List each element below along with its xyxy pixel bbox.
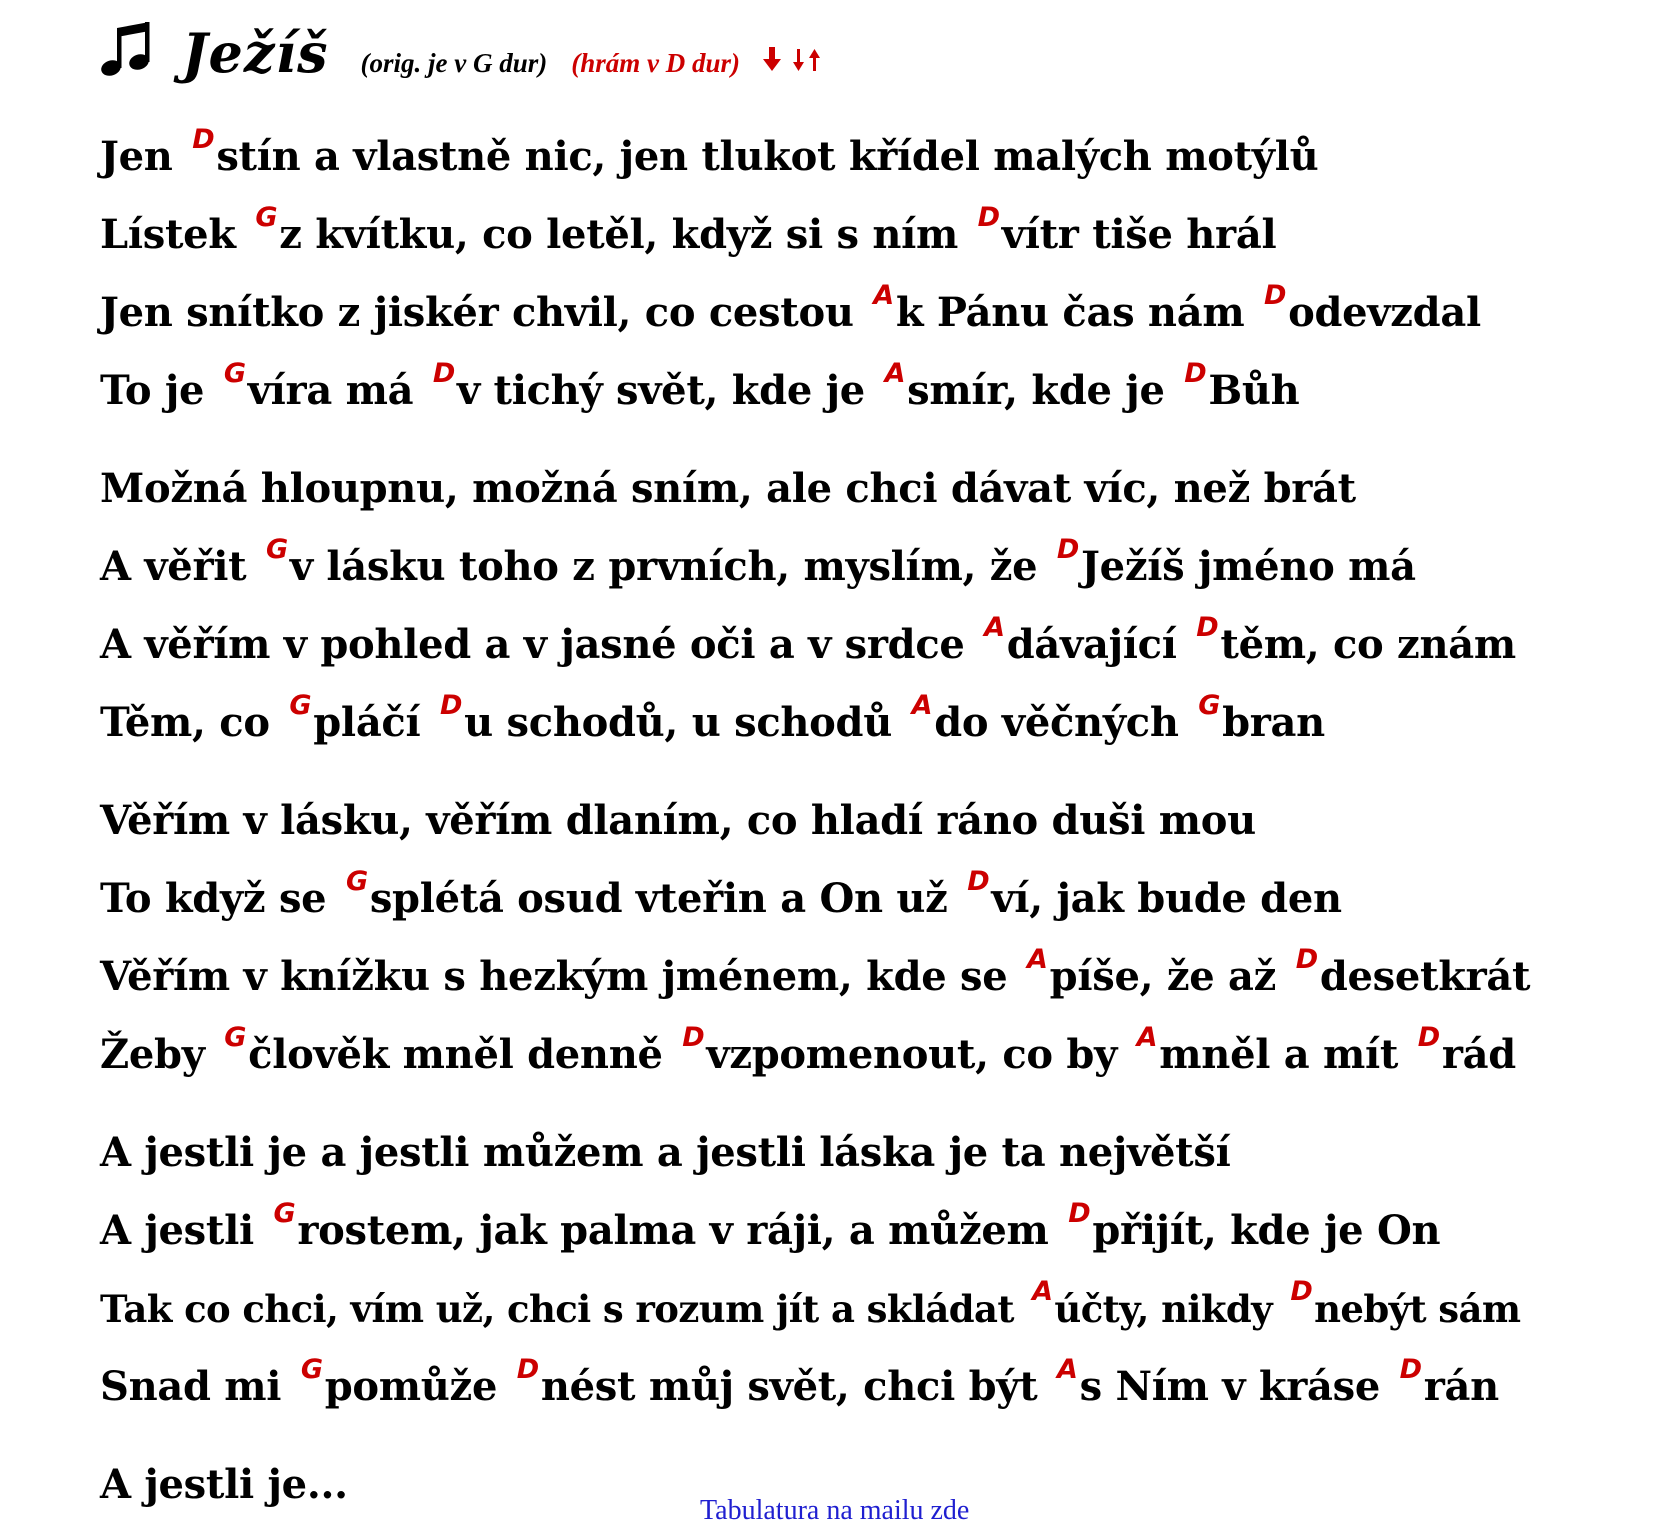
chord-label: D	[432, 358, 455, 389]
transpose-controls	[762, 46, 822, 76]
lyric-text: Možná hloupnu, možná sním, ale chci dávat víc, než brát	[100, 465, 1356, 512]
lyric-line	[100, 1270, 1640, 1348]
lyric-text: v tichý svět, kde je	[456, 367, 879, 414]
musical-note-icon	[100, 20, 152, 78]
chord-label: D	[516, 1354, 539, 1385]
lyric-line	[100, 352, 1640, 430]
lyric-text: dávající	[1006, 621, 1191, 668]
lyric-text: A věřit	[100, 543, 260, 590]
lyric-text: Věřím v lásku, věřím dlaním, co hladí ráno duši mou	[100, 797, 1256, 844]
lyric-line	[100, 450, 1640, 528]
lyric-line	[100, 118, 1640, 196]
chord-label: D	[1056, 534, 1080, 565]
lyric-line	[100, 606, 1640, 684]
lyric-text: splétá osud vteřin a On už	[369, 875, 962, 922]
lyric-text: Lístek	[100, 211, 250, 258]
chord-label: G	[345, 866, 368, 897]
lyric-text: smír, kde je	[907, 367, 1179, 414]
lyric-text: v lásku toho z prvních, myslím, že	[289, 543, 1051, 590]
chord-label: G	[300, 1354, 323, 1385]
lyric-text: Tak co chci, vím už, chci s rozum jít a skládat	[100, 1287, 1027, 1331]
chord-label: D	[977, 202, 1000, 233]
lyric-text: Žeby	[100, 1031, 219, 1078]
chord-label: D	[1184, 358, 1207, 389]
lyric-text: A jestli je a jestli můžem a jestli láska je ta největší	[100, 1129, 1231, 1176]
chord-label: D	[967, 866, 990, 897]
lyric-text: člověk mněl denně	[248, 1031, 677, 1078]
footer-link[interactable]: Tabulatura na mailu zde	[700, 1495, 970, 1526]
lyric-text: rád	[1441, 1031, 1516, 1078]
chord-label: D	[440, 690, 463, 721]
lyric-text: k Pánu čas nám	[895, 289, 1258, 336]
lyric-text: rostem, jak palma v ráji, a můžem	[297, 1207, 1063, 1254]
lyric-text: nést můj svět, chci být	[540, 1363, 1051, 1410]
lyric-text: píše, že až	[1049, 953, 1290, 1000]
chord-label: D	[1263, 280, 1287, 311]
chord-label: A	[1032, 1276, 1053, 1307]
chord-label: D	[1196, 612, 1219, 643]
lyric-text: přijít, kde je On	[1092, 1207, 1441, 1254]
chord-label: G	[265, 534, 288, 565]
lyric-line	[100, 860, 1640, 938]
chord-label: G	[289, 690, 312, 721]
lyric-text: A věřím v pohled a v jasné oči a v srdce	[100, 621, 979, 668]
lyric-text: To je	[100, 367, 218, 414]
chord-label: A	[873, 280, 894, 311]
lyric-text: stín a vlastně nic, jen tlukot křídel malých motýlů	[216, 133, 1319, 180]
lyric-text: A jestli je...	[100, 1461, 348, 1508]
stanza	[100, 1114, 1640, 1426]
lyric-line	[100, 528, 1640, 606]
lyric-line	[100, 1192, 1640, 1270]
lyric-line	[100, 196, 1640, 274]
lyric-text: Jen	[100, 133, 187, 180]
chord-label: G	[224, 1022, 247, 1053]
lyric-text: Jen snítko z jiskér chvil, co cestou	[100, 289, 868, 336]
original-key-label: (orig. je v G dur)	[360, 48, 548, 78]
chord-label: D	[682, 1022, 705, 1053]
chord-label: D	[1290, 1276, 1313, 1307]
song-header	[100, 14, 822, 84]
chord-label: A	[984, 612, 1005, 643]
chord-label: G	[273, 1198, 296, 1229]
chord-label: G	[1198, 690, 1221, 721]
lyric-text: pláčí	[313, 699, 435, 746]
lyric-text: u schodů, u schodů	[464, 699, 906, 746]
lyric-text: odevzdal	[1288, 289, 1481, 336]
lyric-text: nebýt sám	[1314, 1287, 1521, 1331]
chord-label: A	[884, 358, 906, 389]
lyrics-body	[100, 118, 1640, 1524]
lyric-text: Těm, co	[100, 699, 284, 746]
chord-label: G	[223, 358, 246, 389]
chord-label: A	[1027, 944, 1048, 975]
chord-label: A	[911, 690, 933, 721]
chord-label: G	[255, 202, 278, 233]
lyric-text: ví, jak bude den	[991, 875, 1342, 922]
lyric-line	[100, 274, 1640, 352]
arrow-down-icon[interactable]	[762, 46, 782, 76]
lyric-text: z kvítku, co letěl, když si s ním	[279, 211, 972, 258]
chord-label: D	[1399, 1354, 1422, 1385]
lyric-line	[100, 1016, 1640, 1094]
lyric-text: s Ním v kráse	[1079, 1363, 1394, 1410]
lyric-text: A jestli	[100, 1207, 268, 1254]
lyric-text: bran	[1222, 699, 1325, 746]
lyric-text: víra má	[247, 367, 427, 414]
lyric-text: těm, co znám	[1220, 621, 1516, 668]
lyric-line	[100, 1114, 1640, 1192]
chord-label: D	[1295, 944, 1318, 975]
lyric-text: vítr tiše hrál	[1001, 211, 1277, 258]
chord-label: D	[1068, 1198, 1091, 1229]
song-title: Ježíš	[182, 21, 329, 85]
lyric-text: Bůh	[1208, 367, 1300, 414]
lyric-text: rán	[1423, 1363, 1499, 1410]
lyric-text: Ježíš jméno má	[1081, 543, 1416, 590]
lyric-text: pomůže	[324, 1363, 511, 1410]
played-key-label: (hrám v D dur)	[571, 48, 740, 78]
lyric-text: Snad mi	[100, 1363, 295, 1410]
lyric-line	[100, 1348, 1640, 1426]
lyric-text: To když se	[100, 875, 340, 922]
chord-label: D	[1417, 1022, 1440, 1053]
lyric-line	[100, 782, 1640, 860]
stanza	[100, 118, 1640, 430]
arrows-down-up-icon[interactable]	[792, 48, 822, 76]
lyric-text: do věčných	[934, 699, 1193, 746]
lyric-line	[100, 684, 1640, 762]
chord-label: A	[1057, 1354, 1078, 1385]
stanza	[100, 782, 1640, 1094]
chord-label: A	[1136, 1022, 1158, 1053]
chord-label: D	[192, 124, 215, 155]
lyric-text: účty, nikdy	[1054, 1287, 1285, 1331]
lyric-text: mněl a mít	[1159, 1031, 1412, 1078]
lyric-line	[100, 938, 1640, 1016]
stanza	[100, 450, 1640, 762]
lyric-text: desetkrát	[1319, 953, 1531, 1000]
lyric-text: Věřím v knížku s hezkým jménem, kde se	[100, 953, 1022, 1000]
lyric-text: vzpomenout, co by	[706, 1031, 1131, 1078]
